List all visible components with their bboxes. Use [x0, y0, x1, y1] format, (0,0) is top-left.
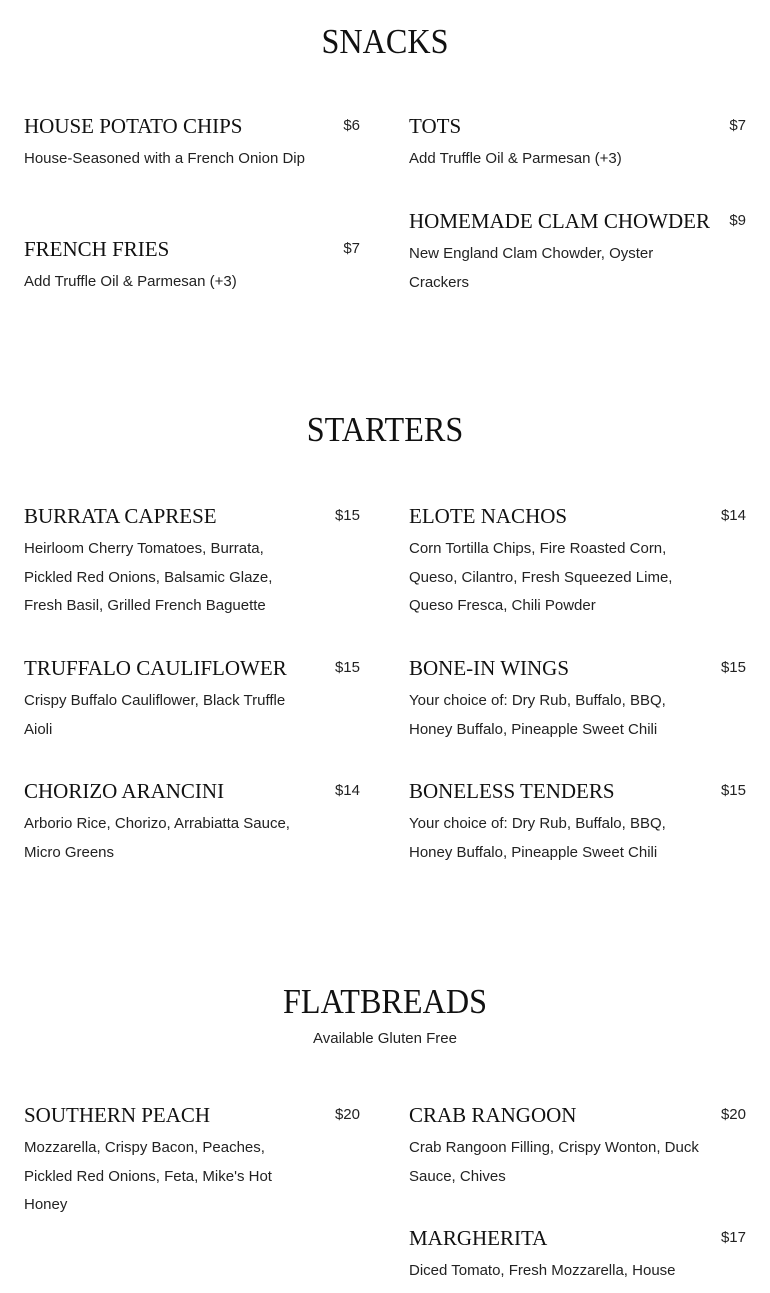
- item-description: New England Clam Chowder, Oyster Crackers: [409, 245, 654, 291]
- item-price: $17: [720, 1229, 746, 1246]
- item-price: $20: [334, 1106, 360, 1123]
- item-name: BURRATA CAPRESE: [24, 504, 217, 528]
- item-description: Your choice of: Dry Rub, Buffalo, BBQ, Honey Buffalo, Pineapple Sweet Chili: [409, 815, 666, 861]
- menu-item: [24, 235, 360, 297]
- item-description: Add Truffle Oil & Parmesan (+3): [24, 273, 237, 290]
- item-name: FRENCH FRIES: [24, 237, 170, 261]
- section-subtitle: Available Gluten Free: [313, 1030, 457, 1047]
- item-price: $7: [729, 117, 746, 134]
- section-title-flatbreads: FLATBREADS: [283, 982, 487, 1021]
- item-price: $7: [343, 240, 360, 257]
- item-price: $9: [729, 212, 746, 229]
- item-price: $15: [334, 507, 360, 524]
- menu-item: [24, 502, 360, 621]
- item-description: Add Truffle Oil & Parmesan (+3): [409, 150, 622, 167]
- section-title-snacks: SNACKS: [321, 22, 449, 61]
- item-price: $14: [334, 782, 360, 799]
- item-name: BONELESS TENDERS: [409, 779, 615, 803]
- item-description: Crab Rangoon Filling, Crispy Wonton, Duck Sauce, Chives: [409, 1139, 699, 1185]
- item-name: TOTS: [409, 114, 462, 138]
- item-description: Your choice of: Dry Rub, Buffalo, BBQ, Honey Buffalo, Pineapple Sweet Chili: [409, 692, 666, 738]
- item-price: $6: [343, 117, 360, 134]
- item-description: Diced Tomato, Fresh Mozzarella, House: [409, 1262, 676, 1279]
- item-name: HOUSE POTATO CHIPS: [24, 114, 243, 138]
- item-name: SOUTHERN PEACH: [24, 1103, 211, 1127]
- item-description: Mozzarella, Crispy Bacon, Peaches, Pickled Red Onions, Feta, Mike's Hot Honey: [24, 1139, 272, 1213]
- item-name: ELOTE NACHOS: [409, 504, 568, 528]
- menu-item: [24, 777, 360, 867]
- item-name: TRUFFALO CAULIFLOWER: [24, 656, 287, 680]
- item-price: $14: [720, 507, 746, 524]
- menu-item: [409, 1224, 746, 1286]
- item-name: BONE-IN WINGS: [409, 656, 570, 680]
- item-price: $20: [720, 1106, 746, 1123]
- item-description: House-Seasoned with a French Onion Dip: [24, 150, 305, 167]
- item-description: Crispy Buffalo Cauliflower, Black Truffle Aioli: [24, 692, 286, 738]
- menu-item: [409, 502, 746, 621]
- item-description: Arborio Rice, Chorizo, Arrabiatta Sauce, Micro Greens: [24, 815, 290, 861]
- item-name: CRAB RANGOON: [409, 1103, 577, 1127]
- item-price: $15: [720, 659, 746, 676]
- menu-item: [409, 207, 746, 297]
- menu-item: [409, 654, 746, 744]
- item-name: MARGHERITA: [409, 1226, 548, 1250]
- item-description: Corn Tortilla Chips, Fire Roasted Corn, Queso, Cilantro, Fresh Squeezed Lime, Queso Fresca, Chili Powder: [409, 540, 673, 614]
- menu-item: [24, 1101, 360, 1220]
- item-name: CHORIZO ARANCINI: [24, 779, 225, 803]
- item-name: HOMEMADE CLAM CHOWDER: [409, 209, 710, 233]
- item-price: $15: [720, 782, 746, 799]
- menu-item: [24, 654, 360, 744]
- item-price: $15: [334, 659, 360, 676]
- section-title-starters: STARTERS: [306, 410, 464, 449]
- menu-item: [24, 112, 360, 174]
- menu-item: [409, 777, 746, 867]
- menu-item: [409, 112, 746, 174]
- item-description: Heirloom Cherry Tomatoes, Burrata, Pickled Red Onions, Balsamic Glaze, Fresh Basil, Grilled French Baguette: [24, 540, 273, 614]
- menu-item: [409, 1101, 746, 1191]
